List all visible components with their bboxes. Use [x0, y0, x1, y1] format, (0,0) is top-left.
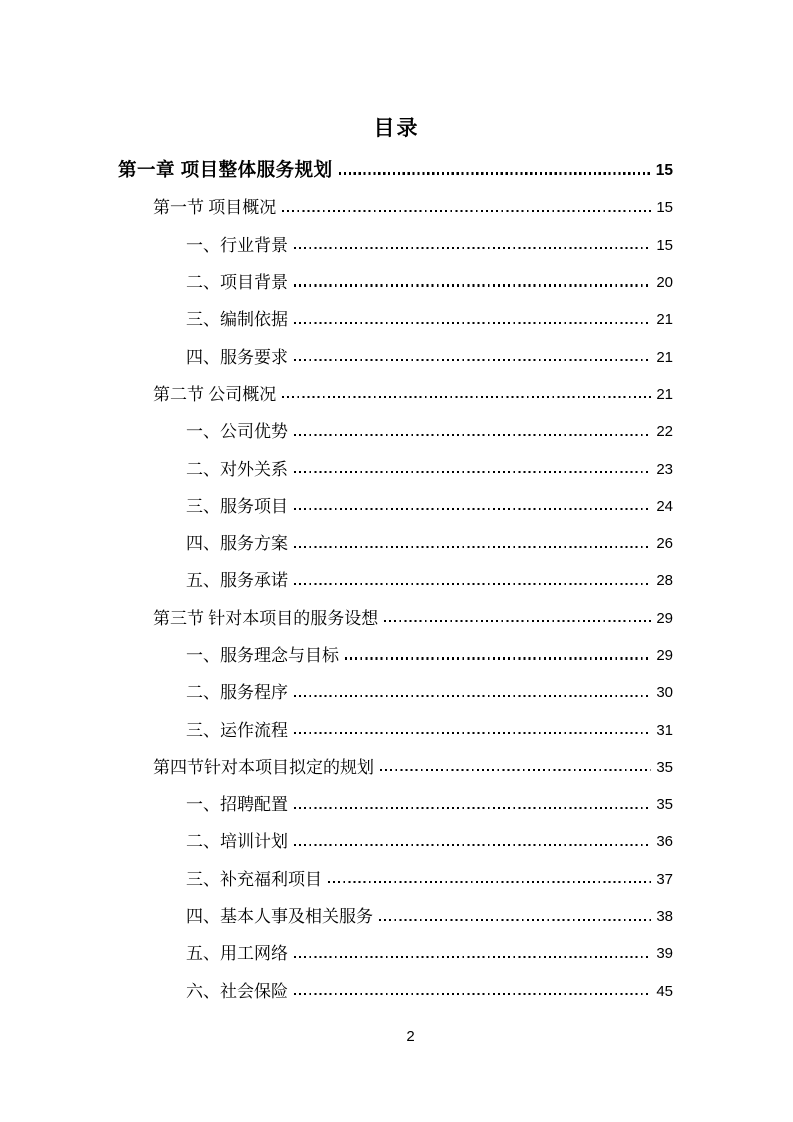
dot-leader: [294, 322, 651, 324]
page-number: 2: [406, 1028, 415, 1045]
dot-leader: [294, 471, 651, 473]
toc-entry-page: 31: [656, 721, 673, 739]
toc-entry-label: 二、对外关系: [186, 459, 288, 479]
toc-entry-page: 29: [656, 647, 673, 664]
toc-entry-page: 15: [655, 161, 673, 179]
toc-entry-item[interactable]: [186, 488, 673, 525]
dot-leader: [380, 769, 651, 771]
toc-entry-page: 20: [656, 274, 673, 292]
toc-entry-label: 四、基本人事及相关服务: [186, 907, 373, 927]
toc-entry-page: 38: [656, 908, 673, 926]
dot-leader: [379, 919, 651, 921]
toc-entry-label: 四、服务方案: [186, 534, 288, 554]
toc-entry-label: 四、服务要求: [186, 347, 288, 367]
toc-entry-label: 三、补充福利项目: [186, 869, 322, 889]
toc-entry-item[interactable]: [186, 450, 673, 487]
toc-entry-item[interactable]: [186, 935, 673, 972]
dot-leader: [294, 583, 651, 585]
toc-entry-page: 37: [656, 870, 673, 888]
toc-entry-item[interactable]: [186, 562, 673, 599]
dot-leader: [328, 881, 651, 883]
dot-leader: [384, 620, 651, 622]
toc-entry-page: 24: [656, 497, 673, 515]
toc-entry-label: 第四节针对本项目拟定的规划: [153, 757, 374, 777]
dot-leader: [294, 247, 651, 249]
dot-leader: [294, 508, 651, 510]
dot-leader: [294, 546, 651, 548]
toc-entry-page: 21: [656, 348, 673, 366]
dot-leader: [282, 396, 651, 398]
toc-entry-label: 第一节 项目概况: [153, 198, 277, 218]
dot-leader: [282, 210, 651, 212]
dot-leader: [294, 807, 651, 809]
toc-entry-page: 22: [656, 423, 673, 441]
toc-entry-page: 35: [656, 758, 673, 776]
toc-entry-label: 六、社会保险: [186, 981, 288, 1001]
toc-entry-section[interactable]: [153, 376, 673, 413]
dot-leader: [294, 956, 651, 958]
dot-leader: [294, 844, 651, 846]
toc-entry-item[interactable]: [186, 786, 673, 823]
toc-entry-item[interactable]: [186, 898, 673, 935]
toc-entry-page: 15: [656, 236, 673, 254]
toc-entry-item[interactable]: [186, 301, 673, 338]
dot-leader: [294, 434, 651, 436]
toc-entry-item[interactable]: [186, 973, 673, 1010]
toc-entry-page: 21: [656, 311, 673, 329]
toc-entry-label: 五、用工网络: [186, 944, 288, 964]
toc-entry-item[interactable]: [186, 227, 673, 264]
toc-entry-section[interactable]: [153, 749, 673, 786]
toc-entry-label: 第三节 针对本项目的服务设想: [153, 608, 379, 628]
toc-entry-chapter[interactable]: [118, 152, 673, 189]
toc-entry-label: 一、公司优势: [186, 422, 288, 442]
toc-entry-label: 二、服务程序: [186, 683, 288, 703]
toc-entry-label: 一、服务理念与目标: [186, 646, 339, 665]
dot-leader: [294, 284, 651, 286]
dot-leader: [339, 172, 651, 175]
toc-entry-page: 45: [656, 982, 673, 1000]
toc-title: 目录: [373, 117, 420, 140]
toc-entry-page: 36: [656, 833, 673, 851]
toc-list: [118, 152, 673, 1010]
toc-entry-label: 三、服务项目: [186, 496, 288, 516]
dot-leader: [294, 695, 651, 697]
dot-leader: [294, 993, 651, 995]
toc-entry-page: 21: [656, 385, 673, 403]
toc-entry-item[interactable]: [186, 637, 673, 674]
toc-entry-page: 28: [656, 572, 673, 590]
toc-entry-item[interactable]: [186, 861, 673, 898]
toc-entry-page: 39: [656, 945, 673, 963]
toc-entry-page: 23: [656, 460, 673, 478]
toc-entry-item[interactable]: [186, 264, 673, 301]
toc-entry-page: 26: [656, 535, 673, 553]
dot-leader: [294, 732, 651, 734]
dot-leader: [294, 359, 651, 361]
toc-entry-item[interactable]: [186, 525, 673, 562]
toc-entry-item[interactable]: [186, 823, 673, 860]
toc-entry-label: 二、项目背景: [186, 273, 288, 293]
toc-entry-page: 35: [656, 796, 673, 814]
toc-entry-label: 一、招聘配置: [186, 795, 288, 815]
toc-entry-item[interactable]: [186, 413, 673, 450]
toc-entry-label: 第一章 项目整体服务规划: [118, 159, 333, 181]
toc-entry-section[interactable]: [153, 600, 673, 637]
toc-entry-section[interactable]: [153, 189, 673, 226]
toc-entry-label: 二、培训计划: [186, 832, 288, 852]
toc-entry-label: 一、行业背景: [186, 235, 288, 255]
toc-entry-item[interactable]: [186, 338, 673, 375]
toc-entry-page: 15: [656, 199, 673, 217]
toc-entry-label: 五、服务承诺: [186, 571, 288, 591]
page-footer: [14, 1028, 793, 1046]
toc-entry-page: 29: [656, 609, 673, 627]
toc-entry-label: 第二节 公司概况: [153, 384, 277, 404]
toc-entry-label: 三、运作流程: [186, 720, 288, 740]
toc-entry-page: 30: [656, 684, 673, 702]
dot-leader: [345, 657, 651, 659]
toc-entry-label: 三、编制依据: [186, 310, 288, 330]
toc-entry-item[interactable]: [186, 711, 673, 748]
toc-entry-item[interactable]: [186, 674, 673, 711]
